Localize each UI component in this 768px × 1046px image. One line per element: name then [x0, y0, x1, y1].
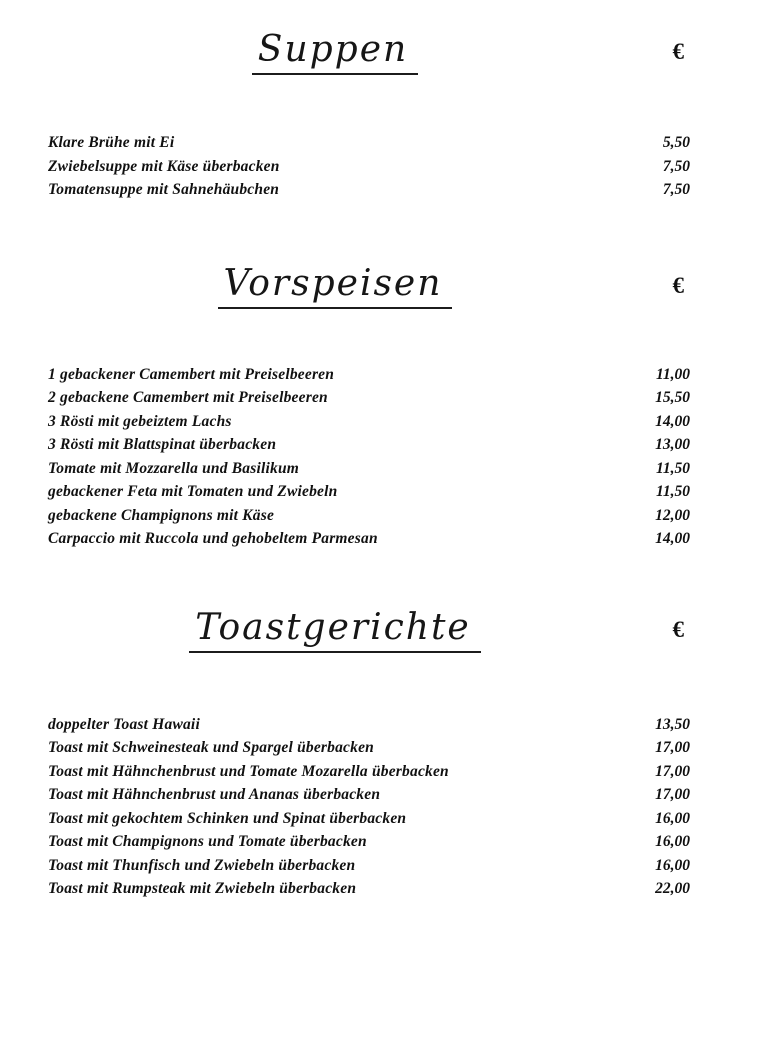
- menu-item-row: [0, 736, 768, 760]
- item-name: Toast mit Hähnchenbrust und Tomate Mozarella überbacken: [48, 762, 449, 780]
- menu-item-row: [0, 410, 768, 434]
- menu-item-row: [0, 830, 768, 854]
- item-name: Toast mit Rumpsteak mit Zwiebeln überbacken: [48, 880, 357, 897]
- section-header-toastgerichte: [0, 608, 768, 654]
- item-name: Zwiebelsuppe mit Käse überbacken: [48, 157, 280, 175]
- item-price: 11,00: [655, 365, 690, 383]
- item-price: 14,00: [655, 412, 690, 430]
- item-price: 15,50: [655, 389, 690, 406]
- item-price: 11,50: [655, 459, 690, 477]
- item-price: 7,50: [662, 157, 690, 175]
- item-name: doppelter Toast Hawaii: [48, 715, 200, 733]
- euro-symbol: €: [672, 272, 684, 298]
- section-title: Suppen: [252, 30, 418, 75]
- item-price: 5,50: [662, 134, 690, 151]
- menu-item-row: [0, 433, 768, 457]
- item-price: 11,50: [655, 483, 690, 500]
- menu-item-row: [0, 713, 768, 737]
- item-name: Carpaccio mit Ruccola und gehobeltem Parmesan: [48, 530, 378, 547]
- section-title: Vorspeisen: [218, 264, 453, 309]
- menu-item-row: [0, 457, 768, 481]
- menu-item-row: [0, 807, 768, 831]
- item-price: 13,50: [655, 715, 690, 733]
- section-heading-wrap: [0, 608, 670, 655]
- item-price: 13,00: [655, 436, 690, 453]
- item-name: Toast mit Thunfisch und Zwiebeln überbacken: [48, 856, 356, 874]
- item-name: Klare Brühe mit Ei: [48, 134, 175, 151]
- item-price: 14,00: [655, 530, 690, 547]
- item-name: Toast mit Schweinesteak und Spargel überbacken: [48, 739, 374, 756]
- item-name: 3 Rösti mit gebeiztem Lachs: [48, 412, 232, 430]
- menu-item-row: [0, 480, 768, 504]
- item-price: 16,00: [655, 833, 690, 850]
- menu-item-row: [0, 527, 768, 551]
- section-title: Toastgerichte: [189, 608, 481, 653]
- item-name: gebackene Champignons mit Käse: [48, 506, 275, 524]
- item-name: 1 gebackener Camembert mit Preiselbeeren: [48, 365, 335, 383]
- menu-item-row: [0, 783, 768, 807]
- item-price: 16,00: [655, 856, 690, 874]
- item-name: Toast mit Champignons und Tomate überbacken: [48, 833, 367, 850]
- section-items-toastgerichte: [0, 713, 768, 901]
- item-price: 22,00: [655, 880, 690, 897]
- item-name: Toast mit Hähnchenbrust und Ananas überbacken: [48, 786, 381, 803]
- item-name: gebackener Feta mit Tomaten und Zwiebeln: [48, 483, 338, 500]
- section-header-suppen: [0, 30, 768, 76]
- menu-item-row: [0, 760, 768, 784]
- item-price: 17,00: [655, 739, 690, 756]
- section-header-vorspeisen: [0, 264, 768, 310]
- euro-symbol: €: [672, 39, 684, 64]
- section-heading-wrap: [0, 30, 670, 77]
- menu-item-row: [0, 363, 768, 387]
- item-price: 12,00: [655, 506, 690, 524]
- item-name: Tomatensuppe mit Sahnehäubchen: [48, 181, 280, 198]
- item-price: 17,00: [655, 762, 690, 780]
- item-price: 16,00: [655, 809, 690, 827]
- item-name: Tomate mit Mozzarella und Basilikum: [48, 459, 300, 477]
- euro-symbol: €: [672, 616, 684, 642]
- section-items-suppen: [0, 131, 768, 202]
- menu-item-row: [0, 877, 768, 901]
- menu-item-row: [0, 386, 768, 410]
- section-heading-wrap: [0, 264, 670, 311]
- item-price: 7,50: [662, 181, 690, 198]
- item-name: 3 Rösti mit Blattspinat überbacken: [48, 436, 277, 453]
- menu-item-row: [0, 854, 768, 878]
- item-name: 2 gebackene Camembert mit Preiselbeeren: [48, 389, 328, 406]
- section-items-vorspeisen: [0, 363, 768, 551]
- menu-item-row: [0, 131, 768, 155]
- menu-item-row: [0, 504, 768, 528]
- item-price: 17,00: [655, 786, 690, 803]
- item-name: Toast mit gekochtem Schinken und Spinat überbacken: [48, 809, 407, 827]
- menu-item-row: [0, 178, 768, 202]
- menu-item-row: [0, 155, 768, 179]
